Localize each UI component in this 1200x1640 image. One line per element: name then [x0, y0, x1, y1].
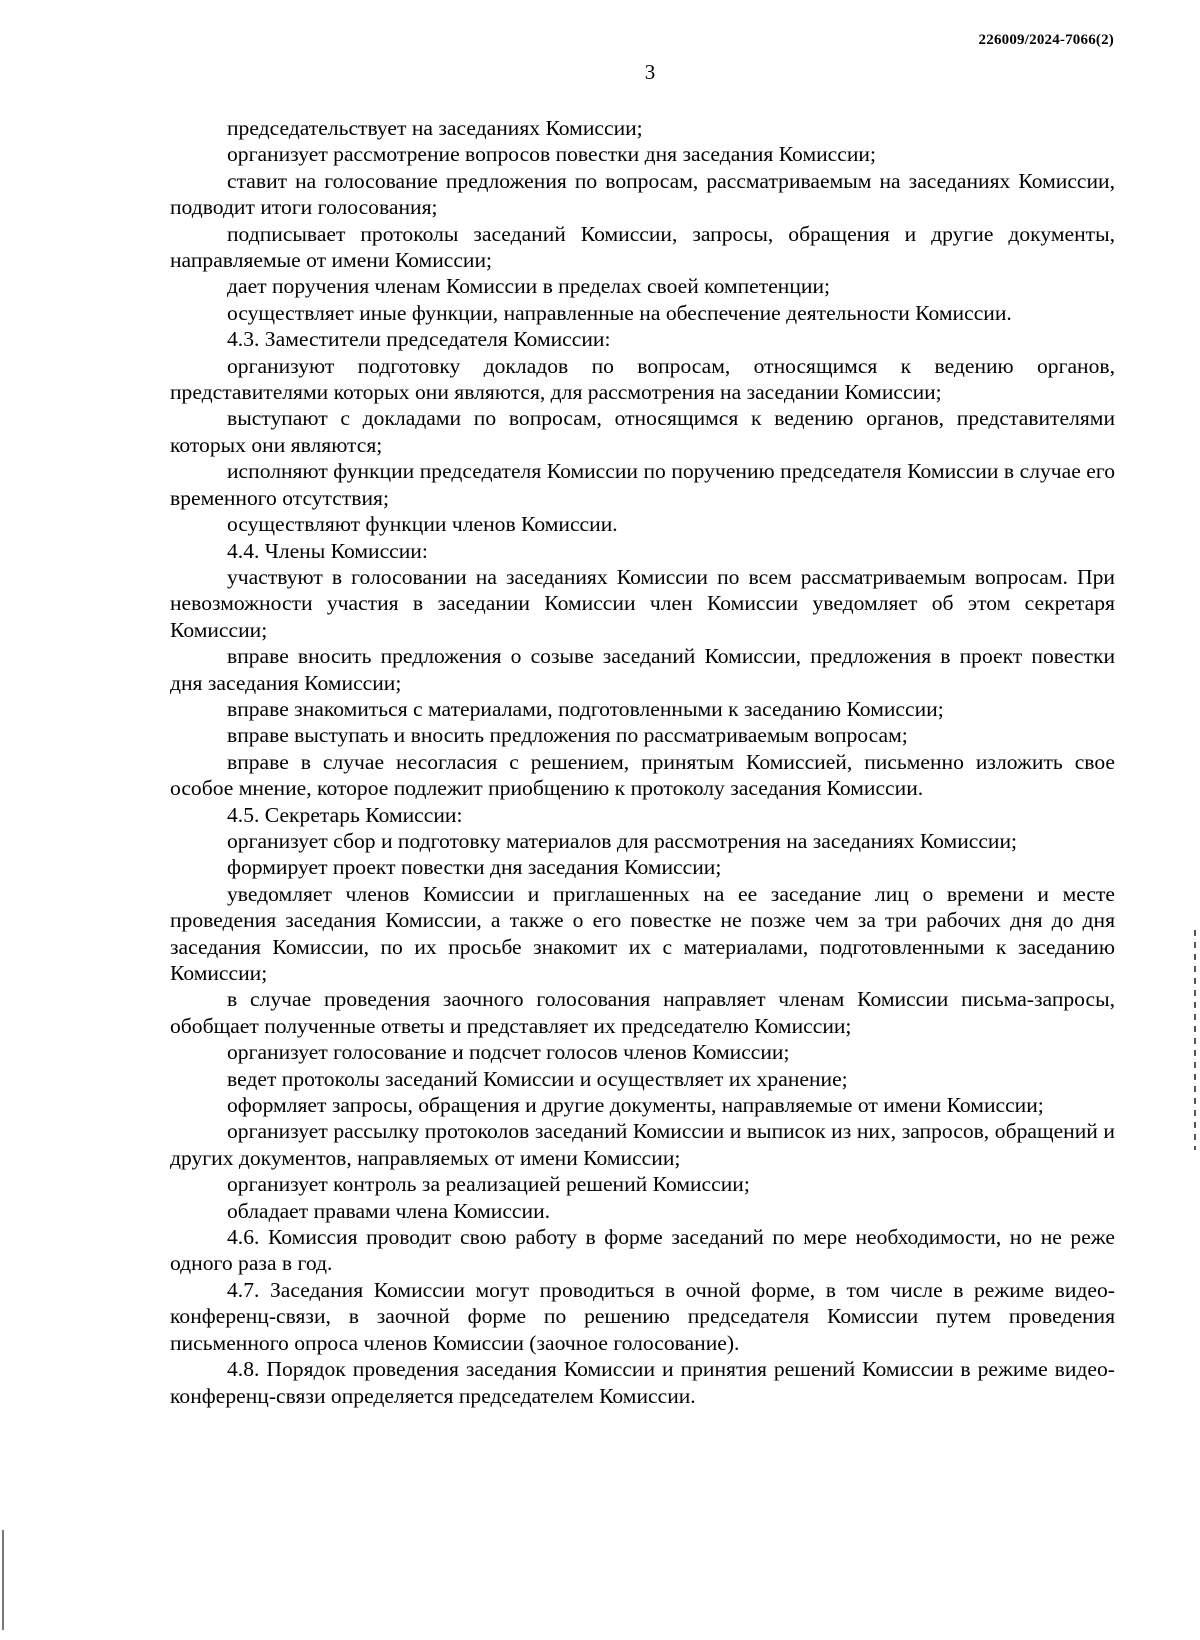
- paragraph: ведет протоколы заседаний Комиссии и осуществляет их хранение;: [227, 1066, 848, 1091]
- section-heading: 4.5. Секретарь Комиссии:: [227, 802, 463, 827]
- paragraph: дает поручения членам Комиссии в пределах своей компетенции;: [227, 274, 831, 299]
- paragraph: участвуют в голосовании на заседаниях Комиссии по всем рассматриваемым вопросам. При невозможности участия в заседании Комиссии член Комиссии уведомляет об этом секретаря Комиссии;: [170, 564, 1115, 642]
- paragraph: в случае проведения заочного голосования направляет членам Комиссии письма-запросы, обобщает полученные ответы и представляет их председателю Комиссии;: [170, 987, 1115, 1038]
- paragraph: вправе вносить предложения о созыве заседаний Комиссии, предложения в проект повестки дня заседания Комиссии;: [170, 644, 1115, 695]
- paragraph: председательствует на заседаниях Комиссии;: [227, 116, 643, 140]
- paragraph: 4.6. Комиссия проводит свою работу в форме заседаний по мере необходимости, но не реже одного раза в год.: [170, 1225, 1115, 1276]
- paragraph: выступают с докладами по вопросам, относящимся к ведению органов, представителями которых они являются;: [170, 406, 1115, 457]
- paragraph: осуществляет иные функции, направленные на обеспечение деятельности Комиссии.: [227, 300, 1012, 325]
- scan-edge-mark-left: [2, 1530, 4, 1630]
- paragraph: организует рассылку протоколов заседаний Комиссии и выписок из них, запросов, обращений и других документов, направляемых от имени Комиссии;: [170, 1119, 1115, 1170]
- document-body: [170, 115, 1115, 1409]
- paragraph: исполняют функции председателя Комиссии по поручению председателя Комиссии в случае его временного отсутствия;: [170, 459, 1115, 510]
- paragraph: обладает правами члена Комиссии.: [227, 1198, 551, 1223]
- paragraph: уведомляет членов Комиссии и приглашенных на ее заседание лиц о времени и месте проведения заседания Комиссии, а также о его повестке не позже чем за три рабочих дня до дня заседания Комиссии, по их просьбе знакомит их с материалами, подготовленными к заседанию Комиссии;: [170, 881, 1115, 985]
- paragraph: формирует проект повестки дня заседания Комиссии;: [227, 855, 722, 880]
- paragraph: вправе знакомиться с материалами, подготовленными к заседанию Комиссии;: [227, 696, 944, 721]
- paragraph: подписывает протоколы заседаний Комиссии, запросы, обращения и другие документы, направляемые от имени Комиссии;: [170, 221, 1115, 273]
- paragraph: организует рассмотрение вопросов повестки дня заседания Комиссии;: [227, 142, 876, 167]
- paragraph: осуществляют функции членов Комиссии.: [227, 512, 618, 537]
- section-heading: 4.4. Члены Комиссии:: [227, 538, 428, 563]
- paragraph: 4.8. Порядок проведения заседания Комиссии и принятия решений Комиссии в режиме видео-конференц-связи определяется председателем Комиссии.: [170, 1357, 1115, 1408]
- paragraph: вправе в случае несогласия с решением, принятым Комиссией, письменно изложить свое особое мнение, которое подлежит приобщению к протоколу заседания Комиссии.: [170, 749, 1115, 801]
- paragraph: ставит на голосование предложения по вопросам, рассматриваемым на заседаниях Комиссии, подводит итоги голосования;: [170, 168, 1115, 220]
- paragraph: организуют подготовку докладов по вопросам, относящимся к ведению органов, представителями которых они являются, для рассмотрения на заседании Комиссии;: [170, 353, 1115, 405]
- page-number: 3: [644, 60, 656, 84]
- paragraph: организует сбор и подготовку материалов для рассмотрения на заседаниях Комиссии;: [227, 828, 1018, 853]
- section-heading: 4.3. Заместители председателя Комиссии:: [227, 327, 611, 352]
- paragraph: организует голосование и подсчет голосов членов Комиссии;: [227, 1040, 790, 1065]
- paragraph: вправе выступать и вносить предложения по рассматриваемым вопросам;: [227, 723, 908, 748]
- scan-edge-mark: [1194, 930, 1196, 1150]
- paragraph: 4.7. Заседания Комиссии могут проводиться в очной форме, в том числе в режиме видео-конференц-связи, в заочной форме по решению председателя Комиссии путем проведения письменного опроса членов Комиссии (заочное голосование).: [170, 1277, 1115, 1355]
- paragraph: оформляет запросы, обращения и другие документы, направляемые от имени Комиссии;: [227, 1093, 1044, 1118]
- paragraph: организует контроль за реализацией решений Комиссии;: [227, 1172, 750, 1197]
- document-number: 226009/2024-7066(2): [978, 32, 1114, 48]
